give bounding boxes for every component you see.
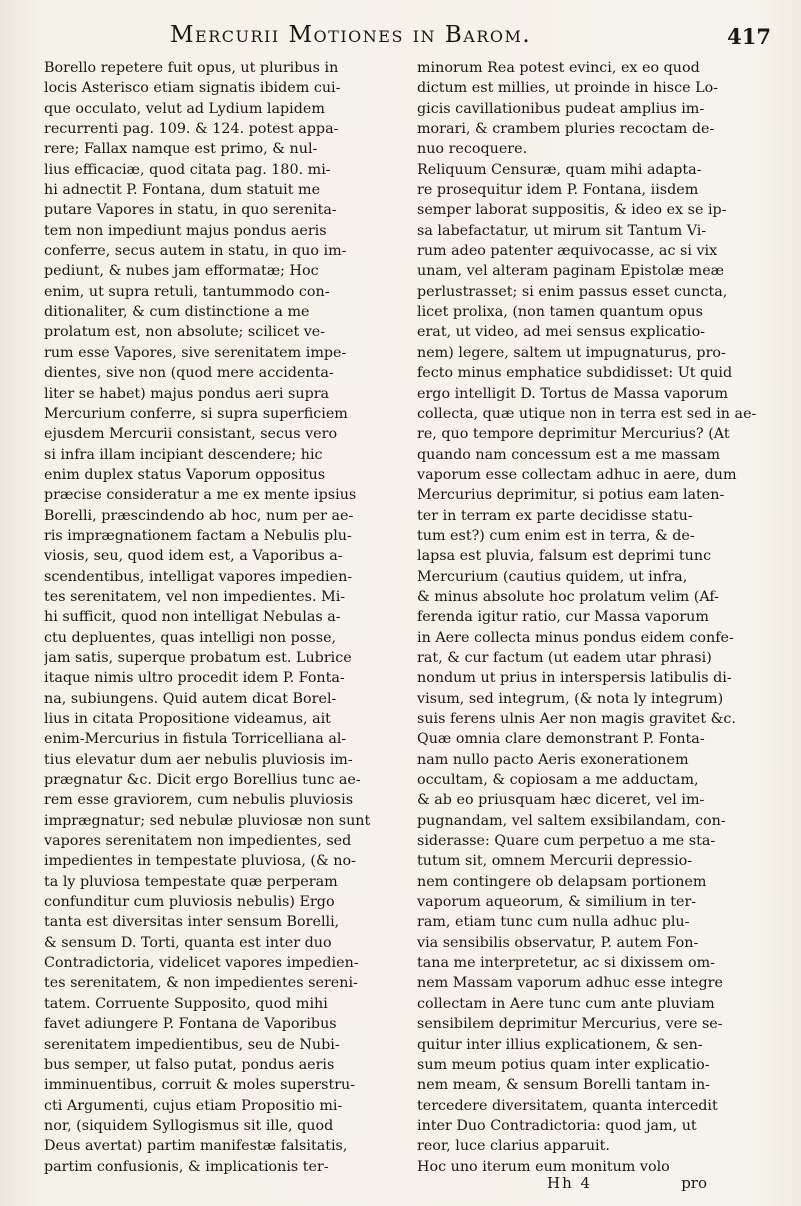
text-line: rum esse Vapores, sive serenitatem impe- bbox=[44, 344, 347, 361]
text-line: ergo intelligit D. Tortus de Massa vaporum bbox=[417, 385, 729, 402]
text-line: nam nullo pacto Aeris exonerationem bbox=[417, 751, 689, 768]
text-line: hi adnectit P. Fontana, dum statuit me bbox=[44, 182, 321, 199]
text-line: ctu depluentes, quas intelligi non posse, bbox=[44, 629, 337, 646]
text-line: tana me interpretetur, ac si dixissem om- bbox=[417, 955, 716, 972]
text-line: partim confusionis, & implicationis ter- bbox=[44, 1158, 329, 1175]
text-line: collectam in Aere tunc cum ante pluviam bbox=[417, 995, 715, 1012]
page-header bbox=[40, 22, 771, 56]
text-line: tercedere diversitatem, quanta intercedit bbox=[417, 1097, 718, 1114]
text-line: sum meum potius quam inter explicatio- bbox=[417, 1056, 710, 1073]
text-line: cti Argumenti, cujus etiam Propositio mi- bbox=[44, 1097, 343, 1114]
text-line: Contradictoria, videlicet vapores impedien- bbox=[44, 955, 359, 972]
text-line: Borello repetere fuit opus, ut pluribus in bbox=[44, 60, 339, 76]
text-line: nem Massam vaporum adhuc esse integre bbox=[417, 975, 723, 992]
text-line: via sensibilis observatur, P. autem Fon- bbox=[417, 934, 699, 951]
text-line: tes serenitatem, & non impedientes sereni- bbox=[44, 975, 358, 992]
text-line: rat, & cur factum (ut eadem utar phrasi) bbox=[417, 649, 712, 666]
text-line: liter se habet) majus pondus aeri supra bbox=[44, 385, 330, 402]
text-line: præcise consideratur a me ex mente ipsius bbox=[44, 487, 357, 504]
text-line: & minus absolute hoc prolatum velim (Af- bbox=[417, 588, 720, 605]
text-line: rere; Fallax namque est primo, & nul- bbox=[44, 141, 318, 158]
text-line: dictum est millies, ut proinde in hisce Lo- bbox=[417, 80, 719, 97]
text-line: Mercurium conferre, si supra superficiem bbox=[44, 405, 348, 422]
text-line: locis Asterisco etiam signatis ibidem cui- bbox=[44, 80, 341, 97]
text-line: prægnatur &c. Dicit ergo Borellius tunc ae- bbox=[44, 772, 361, 789]
text-line: nem) legere, saltem ut impugnaturus, pro- bbox=[417, 344, 726, 361]
text-line: imprægnatur; sed nebulæ pluviosæ non sunt bbox=[44, 812, 371, 829]
text-line: ditionaliter, & cum distinctione a me bbox=[44, 304, 310, 321]
text-line: unam, vel alteram paginam Epistolæ meæ bbox=[417, 263, 725, 280]
text-line: ris imprægnationem factam a Nebulis plu- bbox=[44, 527, 352, 544]
text-line: ter in terram ex parte decidisse statu- bbox=[417, 507, 693, 524]
text-line: in Aere collecta minus pondus eidem confe- bbox=[417, 629, 734, 646]
text-line: lapsa est pluvia, falsum est deprimi tunc bbox=[417, 548, 712, 565]
text-line: nem meam, & sensum Borelli tantam in- bbox=[417, 1077, 711, 1094]
text-line: putare Vapores in statu, in quo serenita- bbox=[44, 202, 337, 219]
text-line: scendentibus, intelligat vapores impedien- bbox=[44, 568, 353, 585]
text-line: na, subiungens. Quid autem dicat Borel- bbox=[44, 690, 337, 707]
text-line: licet prolixa, (non tamen quantum opus bbox=[417, 304, 703, 321]
text-line: tutum sit, omnem Mercurii depressio- bbox=[417, 853, 693, 870]
text-line: lius in citata Propositione videamus, ait bbox=[44, 711, 331, 727]
text-line: pediunt, & nubes jam efformatæ; Hoc bbox=[44, 263, 319, 280]
text-line: reor, luce clarius apparuit. bbox=[417, 1138, 610, 1155]
text-line: serenitatem impedientibus, seu de Nubi- bbox=[44, 1036, 340, 1053]
text-line: tius elevatur dum aer nebulis pluviosis im- bbox=[44, 751, 353, 768]
text-line: Quæ omnia clare demonstrant P. Fonta- bbox=[417, 731, 705, 748]
text-line: & ab eo priusquam hæc diceret, vel im- bbox=[417, 792, 705, 809]
text-line: semper laborat suppositis, & ideo ex se ip- bbox=[417, 202, 727, 219]
text-line: erat, ut video, ad mei sensus explicatio- bbox=[417, 324, 706, 341]
text-line: impedientes in tempestate pluviosa, (& no- bbox=[44, 853, 356, 870]
text-line: pugnandam, vel saltem exsibilandam, con- bbox=[417, 812, 726, 829]
text-line: si infra illam incipiant descendere; hic bbox=[44, 446, 323, 463]
text-line: nuo recoquere. bbox=[417, 141, 528, 158]
text-line: conferre, secus autem in statu, in quo im- bbox=[44, 243, 347, 260]
text-line: jam satis, superque probatum est. Lubrice bbox=[44, 649, 352, 666]
text-line: nondum ut prius in interspersis latibulis di- bbox=[417, 670, 732, 687]
text-line: fecto minus emphatice subdidisset: Ut quid bbox=[417, 365, 733, 382]
text-line: morari, & crambem pluries recoctam de- bbox=[417, 121, 715, 138]
text-line: Mercurius deprimitur, si potius eam laten- bbox=[417, 487, 725, 504]
text-line: nem contingere ob delapsam portionem bbox=[417, 873, 707, 890]
text-line: dientes, sive non (quod mere accidenta- bbox=[44, 365, 334, 382]
text-line: enim, ut supra retuli, tantummodo con- bbox=[44, 283, 330, 300]
text-line: itaque nimis ultro procedit idem P. Fonta- bbox=[44, 670, 345, 687]
text-line: ta ly pluviosa tempestate quæ perperam bbox=[44, 873, 338, 890]
text-line: minorum Rea potest evinci, ex eo quod bbox=[417, 60, 700, 76]
text-line: ejusdem Mercurii consistant, secus vero bbox=[44, 426, 338, 443]
page-number: 417 bbox=[727, 24, 771, 49]
text-line: tum est?) cum enim est in terra, & de- bbox=[417, 527, 695, 544]
text-line: hi sufficit, quod non intelligat Nebulas a- bbox=[44, 609, 341, 626]
text-line: tanta est diversitas inter sensum Borelli, bbox=[44, 914, 340, 931]
text-line: recurrenti pag. 109. & 124. potest appa- bbox=[44, 121, 339, 138]
text-line: imminuentibus, corruit & moles superstru- bbox=[44, 1077, 356, 1094]
text-line: Reliquum Censuræ, quam mihi adapta- bbox=[417, 161, 702, 178]
text-line: que occulato, velut ad Lydium lapidem bbox=[44, 100, 325, 117]
text-line: occultam, & copiosam a me adductam, bbox=[417, 772, 699, 789]
text-line: Mercurium (cautius quidem, ut infra, bbox=[417, 568, 688, 585]
text-line: ram, etiam tunc cum nulla adhuc plu- bbox=[417, 914, 690, 931]
text-line: vaporum esse collectam adhuc in aere, dum bbox=[417, 466, 737, 483]
text-line: lius efficaciæ, quod citata pag. 180. mi- bbox=[44, 161, 331, 178]
text-line: Deus avertat) partim manifestæ falsitatis, bbox=[44, 1138, 348, 1155]
text-line: gicis cavillationibus pudeat amplius im- bbox=[417, 100, 705, 117]
right-text-column bbox=[417, 58, 767, 1177]
text-line: re prosequitur idem P. Fontana, iisdem bbox=[417, 182, 699, 199]
text-line: inter Duo Contradictoria: quod jam, ut bbox=[417, 1117, 697, 1134]
text-line: vapores serenitatem non impedientes, sed bbox=[44, 833, 352, 850]
text-line: suis ferens ulnis Aer non magis gravitet &c. bbox=[417, 711, 736, 727]
text-line: tem non impediunt majus pondus aeris bbox=[44, 222, 327, 239]
text-line: tes serenitatem, vel non impedientes. Mi- bbox=[44, 588, 346, 605]
text-line: collecta, quæ utique non in terra est sed in ae- bbox=[417, 405, 757, 422]
text-line: enim-Mercurius in fistula Torricelliana al- bbox=[44, 731, 347, 748]
catchword: pro bbox=[681, 1174, 707, 1192]
text-line: sa labefactatur, ut mirum sit Tantum Vi- bbox=[417, 222, 707, 239]
text-line: quitur inter illius explicationem, & sen- bbox=[417, 1036, 703, 1053]
signature-mark: Hh 4 bbox=[547, 1174, 593, 1192]
text-line: bus semper, ut falso putat, pondus aeris bbox=[44, 1056, 335, 1073]
text-line: perlustrasset; si enim passus esset cuncta, bbox=[417, 283, 728, 300]
text-line: Borelli, præscindendo ab hoc, num per ae- bbox=[44, 507, 354, 524]
page-footer bbox=[417, 1174, 767, 1196]
text-line: rem esse graviorem, cum nebulis pluviosis bbox=[44, 792, 354, 809]
text-line: nor, (siquidem Syllogismus sit ille, quod bbox=[44, 1117, 334, 1134]
text-line: rum adeo patenter æquivocasse, ac si vix bbox=[417, 243, 718, 260]
text-line: Hoc uno iterum eum monitum volo bbox=[417, 1158, 670, 1175]
text-line: confunditur cum pluviosis nebulis) Ergo bbox=[44, 894, 335, 911]
text-line: siderasse: Quare cum perpetuo a me sta- bbox=[417, 833, 716, 850]
text-line: viosis, seu, quod idem est, a Vaporibus a- bbox=[44, 548, 343, 565]
running-title: Mercurii Motiones in Barom. bbox=[170, 22, 532, 48]
text-line: & sensum D. Torti, quanta est inter duo bbox=[44, 934, 332, 951]
left-text-column bbox=[44, 58, 394, 1177]
text-line: enim duplex status Vaporum oppositus bbox=[44, 466, 326, 483]
text-line: vaporum aqueorum, & similium in ter- bbox=[417, 894, 697, 911]
text-line: sensibilem deprimitur Mercurius, vere se- bbox=[417, 1016, 723, 1033]
text-line: favet adiungere P. Fontana de Vaporibus bbox=[44, 1016, 337, 1033]
text-line: quando nam concessum est a me massam bbox=[417, 446, 721, 463]
text-line: re, quo tempore deprimitur Mercurius? (At bbox=[417, 426, 730, 443]
text-line: ferenda igitur ratio, cur Massa vaporum bbox=[417, 609, 709, 626]
text-line: visum, sed integrum, (& nota ly integrum) bbox=[417, 690, 724, 707]
text-line: tatem. Corruente Supposito, quod mihi bbox=[44, 995, 328, 1012]
text-line: prolatum est, non absolute; scilicet ve- bbox=[44, 324, 326, 341]
